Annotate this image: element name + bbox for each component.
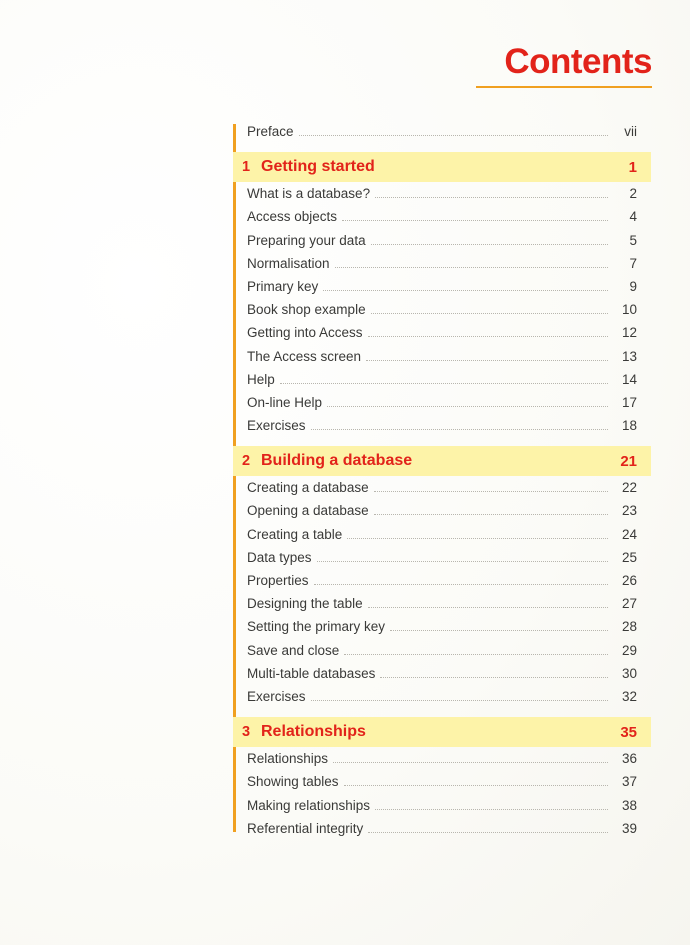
toc-entry[interactable]	[233, 349, 651, 372]
toc-entry-label: Properties	[247, 573, 309, 588]
toc-entry[interactable]	[233, 527, 651, 550]
toc-chapter-header[interactable]	[233, 446, 651, 476]
toc-entry[interactable]	[233, 233, 651, 256]
toc-chapter-title: Building a database	[261, 452, 413, 470]
toc-leader-dots	[374, 514, 608, 515]
toc-entry-label: What is a database?	[247, 186, 371, 202]
toc-leader-dots	[375, 197, 608, 198]
toc-entry-label: Book shop example	[247, 302, 366, 318]
toc-entry-label: Showing tables	[247, 774, 339, 790]
toc-entry-page-number: 5	[629, 232, 637, 248]
toc-entry[interactable]	[233, 550, 651, 573]
toc-leader-dots	[335, 267, 608, 268]
toc-entry[interactable]	[233, 619, 651, 642]
toc-leader-dots	[333, 762, 608, 763]
toc-entry-label: Normalisation	[247, 255, 330, 271]
toc-chapter-number: 3	[241, 724, 251, 741]
toc-leader-dots	[344, 785, 608, 786]
toc-leader-dots	[371, 313, 608, 314]
toc-leader-dots	[375, 809, 608, 810]
toc-entry[interactable]	[233, 666, 651, 689]
toc-entry-label: Primary key	[247, 278, 319, 294]
toc-leader-dots	[311, 429, 608, 430]
toc-entry[interactable]	[233, 573, 651, 596]
toc-entry[interactable]	[233, 279, 651, 302]
toc-entry-page-number: 10	[621, 302, 637, 318]
toc-leader-dots	[374, 491, 608, 492]
toc-entry-page-number: 28	[621, 619, 637, 635]
toc-entry-label: On-line Help	[247, 394, 323, 410]
toc-entry-label: Save and close	[247, 642, 340, 658]
toc-entry-page-number: 27	[621, 596, 637, 612]
toc-entry-page-number: 18	[621, 418, 637, 434]
toc-entry-page-number: vii	[624, 124, 637, 139]
toc-entry[interactable]	[233, 643, 651, 666]
toc-entry[interactable]	[233, 751, 651, 774]
toc-leader-dots	[327, 406, 608, 407]
toc-entry[interactable]	[233, 596, 651, 619]
toc-entry-page-number: 14	[621, 371, 637, 387]
toc-entry-page-number: 2	[629, 186, 637, 202]
title-underline	[476, 86, 652, 88]
toc-entry-page-number: 38	[621, 797, 637, 813]
toc-entry[interactable]	[233, 503, 651, 526]
toc-entry-label: Preface	[247, 124, 294, 139]
toc-entry[interactable]	[233, 418, 651, 441]
toc-leader-dots	[347, 538, 608, 539]
toc-entry-page-number: 4	[629, 209, 637, 225]
toc-entry-label: Setting the primary key	[247, 619, 386, 635]
toc-entry-page-number: 32	[621, 688, 637, 704]
toc-entry-page-number: 36	[621, 751, 637, 767]
toc-leader-dots	[323, 290, 608, 291]
toc-leader-dots	[390, 630, 608, 631]
toc-chapter-number: 2	[241, 453, 251, 470]
toc-entry-page-number: 9	[629, 278, 637, 294]
toc-entry-page-number: 23	[621, 503, 637, 519]
toc-entry-preface[interactable]	[233, 124, 651, 147]
toc-entry-label: Relationships	[247, 751, 329, 767]
toc-leader-dots	[280, 383, 608, 384]
toc-entry-label: Preparing your data	[247, 232, 366, 248]
toc-leader-dots	[368, 607, 608, 608]
toc-entry[interactable]	[233, 798, 651, 821]
toc-entry[interactable]	[233, 395, 651, 418]
toc-entry[interactable]	[233, 209, 651, 232]
toc-entry-label: Making relationships	[247, 797, 371, 813]
toc-leader-dots	[317, 561, 608, 562]
toc-leader-dots	[344, 654, 608, 655]
toc-entry[interactable]	[233, 821, 651, 844]
toc-entry-page-number: 37	[621, 774, 637, 790]
toc-chapter-page-number: 35	[620, 723, 637, 741]
toc-chapter-header[interactable]	[233, 717, 651, 747]
toc-entry[interactable]	[233, 689, 651, 712]
toc-entry-page-number: 25	[621, 549, 637, 565]
toc-entry-page-number: 22	[621, 480, 637, 496]
toc-entry-page-number: 7	[629, 255, 637, 271]
toc-chapter-page-number: 21	[620, 452, 637, 470]
toc-leader-dots	[311, 700, 608, 701]
toc-leader-dots	[366, 360, 608, 361]
toc-leader-dots	[380, 677, 608, 678]
toc-entry[interactable]	[233, 480, 651, 503]
page-title-block	[476, 44, 652, 88]
toc-entry-page-number: 26	[621, 573, 637, 588]
page-title: Contents	[504, 42, 652, 81]
toc-entry[interactable]	[233, 186, 651, 209]
toc-leader-dots	[371, 244, 608, 245]
toc-entry[interactable]	[233, 372, 651, 395]
toc-entry[interactable]	[233, 256, 651, 279]
toc-entry-label: The Access screen	[247, 348, 362, 364]
toc-entry-label: Multi-table databases	[247, 665, 376, 681]
toc-entry-label: Help	[247, 371, 275, 387]
toc-entry[interactable]	[233, 774, 651, 797]
toc-entry-label: Access objects	[247, 209, 338, 225]
toc-entry-page-number: 24	[621, 526, 637, 542]
toc-entry-page-number: 30	[621, 665, 637, 681]
toc-entry-label: Opening a database	[247, 503, 369, 519]
toc-entry-label: Referential integrity	[247, 820, 364, 836]
toc-leader-dots	[368, 832, 608, 833]
toc-entry-page-number: 13	[621, 348, 637, 364]
toc-entry-label: Creating a table	[247, 526, 343, 542]
toc-entry-page-number: 39	[621, 820, 637, 836]
toc-entry-label: Exercises	[247, 418, 306, 434]
toc-entry-page-number: 29	[621, 642, 637, 658]
toc-leader-dots	[368, 336, 608, 337]
toc-entry-label: Creating a database	[247, 480, 369, 496]
toc-chapter-page-number: 1	[628, 158, 637, 176]
toc-entry[interactable]	[233, 325, 651, 348]
toc-chapter-header[interactable]	[233, 152, 651, 182]
toc-entry[interactable]	[233, 302, 651, 325]
toc-entry-label: Exercises	[247, 688, 306, 704]
toc-entry-label: Getting into Access	[247, 325, 363, 341]
toc-leader-dots	[299, 135, 608, 136]
toc-leader-dots	[314, 584, 608, 585]
toc-chapter-title: Relationships	[261, 723, 366, 741]
toc-entry-page-number: 17	[621, 394, 637, 410]
toc-chapter-number: 1	[241, 159, 251, 176]
toc-entry-label: Data types	[247, 549, 312, 565]
toc-chapter-title: Getting started	[261, 158, 375, 176]
toc-leader-dots	[342, 220, 608, 221]
toc-entry-label: Designing the table	[247, 596, 363, 612]
toc-entry-page-number: 12	[621, 325, 637, 341]
table-of-contents	[233, 124, 651, 844]
